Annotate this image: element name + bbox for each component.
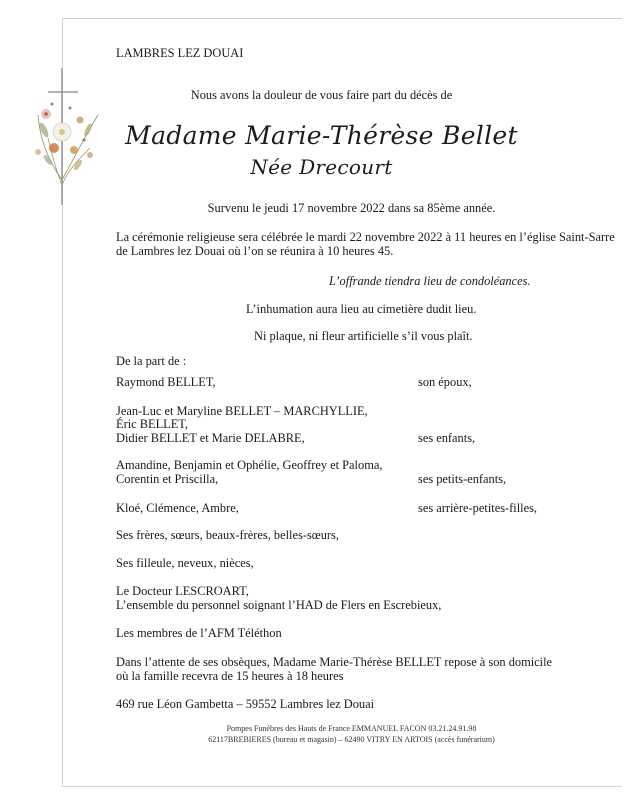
godchildren-line: Ses filleule, neveux, nièces, (116, 556, 254, 570)
intro-line: Nous avons la douleur de vous faire part du décès de (190, 88, 453, 102)
family-name-line: Kloé, Clémence, Ambre, (116, 501, 239, 515)
from-label: De la part de : (116, 354, 187, 368)
maiden-name: Née Drecourt (250, 155, 393, 179)
deceased-date-line: Survenu le jeudi 17 novembre 2022 dans sa 85ème année. (207, 201, 496, 215)
burial-line: L’inhumation aura lieu au cimetière dudit lieu. (246, 302, 477, 316)
rest-line-2: où la famille recevra de 15 heures à 18 heures (116, 669, 344, 683)
family-relation: ses petits-enfants, (418, 472, 507, 486)
family-relation: son époux, (418, 375, 472, 389)
family-name-line: Didier BELLET et Marie DELABRE, (116, 431, 305, 445)
care-staff-line: L’ensemble du personnel soignant l’HAD de Flers en Escrebieux, (116, 598, 442, 612)
deceased-name: Madame Marie-Thérèse Bellet (125, 121, 518, 150)
ceremony-line-2: de Lambres lez Douai où l’on se réunira à 10 heures 45. (116, 244, 394, 258)
doctor-line: Le Docteur LESCROART, (116, 584, 249, 598)
family-name-line: Éric BELLET, (116, 417, 189, 431)
siblings-line: Ses frères, sœurs, beaux-frères, belles-sœurs, (116, 528, 339, 542)
family-relation: ses enfants, (418, 431, 476, 445)
afm-line: Les membres de l’AFM Téléthon (116, 626, 282, 640)
offering-line: L’offrande tiendra lieu de condoléances. (329, 274, 531, 288)
family-relation: ses arrière-petites-filles, (418, 501, 538, 515)
family-name-line: Raymond BELLET, (116, 375, 216, 389)
page-border-top (62, 18, 622, 19)
family-name-line: Amandine, Benjamin et Ophélie, Geoffrey et Paloma, (116, 458, 383, 472)
footer-line-2: 62117BREBIERES (bureau et magasin) – 62490 VITRY EN ARTOIS (accès funérarium) (208, 735, 495, 744)
page-border-bottom (62, 786, 622, 787)
ceremony-line-1: La cérémonie religieuse sera célébrée le mardi 22 novembre 2022 à 11 heures en l’église Saint-Sarre (116, 230, 615, 244)
location-header: LAMBRES LEZ DOUAI (116, 46, 244, 60)
footer-line-1: Pompes Funèbres des Hauts de France EMMANUEL FACON 03.21.24.91.98 (226, 724, 477, 733)
rest-line-1: Dans l’attente de ses obsèques, Madame Marie-Thérèse BELLET repose à son domicile (116, 655, 553, 669)
no-flowers-line: Ni plaque, ni fleur artificielle s’il vous plaît. (254, 329, 473, 343)
family-name-line: Corentin et Priscilla, (116, 472, 219, 486)
family-name-line: Jean-Luc et Maryline BELLET – MARCHYLLIE, (116, 404, 368, 418)
address-line: 469 rue Léon Gambetta – 59552 Lambres lez Douai (116, 697, 375, 711)
